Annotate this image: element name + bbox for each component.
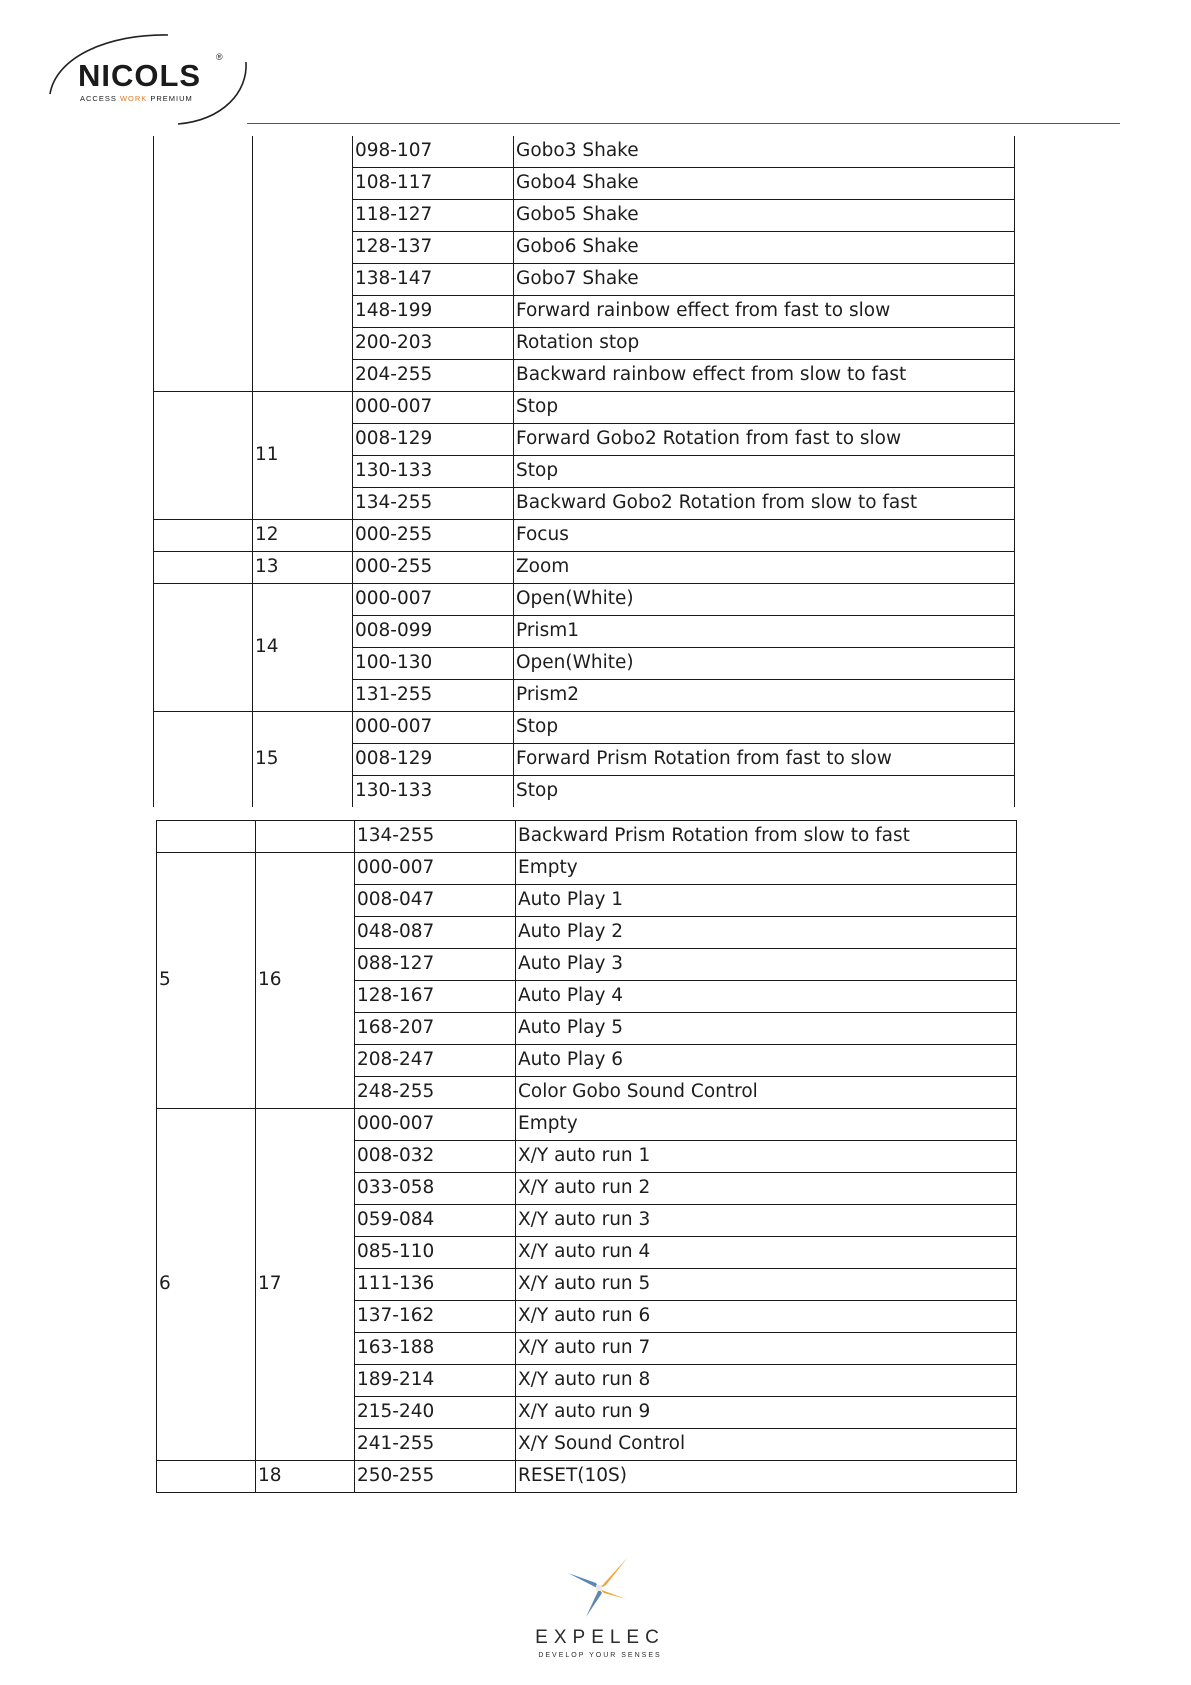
function-cell: Empty [516,853,1017,885]
range-cell: 048-087 [355,917,516,949]
function-cell: X/Y auto run 5 [516,1269,1017,1301]
mode-cell: 6 [157,1109,256,1461]
table-row [154,712,1015,744]
function-cell: Color Gobo Sound Control [516,1077,1017,1109]
function-cell: X/Y auto run 7 [516,1333,1017,1365]
function-cell: Backward Prism Rotation from slow to fast [516,821,1017,853]
range-cell: 000-007 [353,712,514,744]
function-cell: Stop [514,392,1015,424]
expelec-logo [520,1555,680,1659]
mode-cell [154,552,253,584]
channel-cell: 13 [253,552,353,584]
range-cell: 130-133 [353,456,514,488]
range-cell: 134-255 [353,488,514,520]
function-cell: Auto Play 6 [516,1045,1017,1077]
range-cell: 138-147 [353,264,514,296]
range-cell: 137-162 [355,1301,516,1333]
mode-cell [157,1461,256,1493]
dmx-table-bottom [156,820,1017,1493]
function-cell: Gobo5 Shake [514,200,1015,232]
range-cell: 000-255 [353,552,514,584]
range-cell: 000-007 [353,584,514,616]
mode-cell [154,520,253,552]
function-cell: X/Y auto run 9 [516,1397,1017,1429]
function-cell: Gobo7 Shake [514,264,1015,296]
range-cell: 208-247 [355,1045,516,1077]
range-cell: 008-129 [353,424,514,456]
function-cell: Stop [514,456,1015,488]
range-cell: 128-167 [355,981,516,1013]
logo-brand: NICOLS [78,58,202,93]
function-cell: Auto Play 1 [516,885,1017,917]
header-divider [247,123,1120,124]
range-cell: 000-255 [353,520,514,552]
range-cell: 008-129 [353,744,514,776]
range-cell: 131-255 [353,680,514,712]
function-cell: Backward rainbow effect from slow to fast [514,360,1015,392]
mode-cell: 5 [157,853,256,1109]
function-cell: X/Y auto run 4 [516,1237,1017,1269]
tagline-work: WORK [119,94,148,103]
mode-cell [154,392,253,520]
range-cell: 088-127 [355,949,516,981]
table-row [154,136,1015,168]
table-row [157,1461,1017,1493]
function-cell: X/Y auto run 8 [516,1365,1017,1397]
range-cell: 000-007 [355,853,516,885]
channel-cell: 14 [253,584,353,712]
function-cell: Gobo3 Shake [514,136,1015,168]
mode-cell [157,821,256,853]
range-cell: 168-207 [355,1013,516,1045]
function-cell: Rotation stop [514,328,1015,360]
range-cell: 000-007 [353,392,514,424]
channel-cell: 15 [253,712,353,808]
footer-brand: EXPELEC [535,1627,665,1648]
tagline-premium: PREMIUM [150,94,193,103]
function-cell: Auto Play 3 [516,949,1017,981]
range-cell: 108-117 [353,168,514,200]
function-cell: RESET(10S) [516,1461,1017,1493]
nicols-logo [48,32,248,127]
range-cell: 128-137 [353,232,514,264]
range-cell: 189-214 [355,1365,516,1397]
range-cell: 148-199 [353,296,514,328]
range-cell: 250-255 [355,1461,516,1493]
function-cell: Prism1 [514,616,1015,648]
footer-tagline: DEVELOP YOUR SENSES [538,1652,662,1659]
table-row [154,392,1015,424]
function-cell: X/Y auto run 3 [516,1205,1017,1237]
function-cell: X/Y Sound Control [516,1429,1017,1461]
function-cell: Prism2 [514,680,1015,712]
channel-cell [256,821,355,853]
function-cell: Forward Prism Rotation from fast to slow [514,744,1015,776]
range-cell: 000-007 [355,1109,516,1141]
dmx-table-top [153,136,1015,807]
mode-cell [154,712,253,808]
channel-cell: 17 [256,1109,355,1461]
function-cell: Stop [514,712,1015,744]
function-cell: X/Y auto run 2 [516,1173,1017,1205]
table-row [154,584,1015,616]
range-cell: 241-255 [355,1429,516,1461]
star-icon [566,1555,632,1621]
channel-cell: 12 [253,520,353,552]
range-cell: 033-058 [355,1173,516,1205]
function-cell: Gobo4 Shake [514,168,1015,200]
table-row [154,520,1015,552]
range-cell: 118-127 [353,200,514,232]
range-cell: 059-084 [355,1205,516,1237]
range-cell: 215-240 [355,1397,516,1429]
channel-cell: 16 [256,853,355,1109]
function-cell: Zoom [514,552,1015,584]
mode-cell [154,584,253,712]
range-cell: 248-255 [355,1077,516,1109]
logo-tagline [80,94,193,103]
range-cell: 008-047 [355,885,516,917]
function-cell: X/Y auto run 1 [516,1141,1017,1173]
function-cell: Open(White) [514,648,1015,680]
range-cell: 008-099 [353,616,514,648]
range-cell: 130-133 [353,776,514,808]
range-cell: 134-255 [355,821,516,853]
channel-cell: 18 [256,1461,355,1493]
range-cell: 111-136 [355,1269,516,1301]
mode-cell [154,136,253,392]
range-cell: 200-203 [353,328,514,360]
function-cell: Empty [516,1109,1017,1141]
range-cell: 100-130 [353,648,514,680]
function-cell: Stop [514,776,1015,808]
function-cell: Open(White) [514,584,1015,616]
tagline-access: ACCESS [80,94,117,103]
range-cell: 204-255 [353,360,514,392]
function-cell: Auto Play 2 [516,917,1017,949]
range-cell: 163-188 [355,1333,516,1365]
channel-cell: 11 [253,392,353,520]
table-row [157,853,1017,885]
range-cell: 085-110 [355,1237,516,1269]
table-row [157,821,1017,853]
function-cell: Gobo6 Shake [514,232,1015,264]
function-cell: Focus [514,520,1015,552]
function-cell: Auto Play 4 [516,981,1017,1013]
function-cell: Forward Gobo2 Rotation from fast to slow [514,424,1015,456]
table-row [154,552,1015,584]
function-cell: Auto Play 5 [516,1013,1017,1045]
range-cell: 098-107 [353,136,514,168]
table-row [157,1109,1017,1141]
function-cell: Backward Gobo2 Rotation from slow to fast [514,488,1015,520]
logo-registered-mark: ® [216,52,223,62]
function-cell: X/Y auto run 6 [516,1301,1017,1333]
channel-cell [253,136,353,392]
function-cell: Forward rainbow effect from fast to slow [514,296,1015,328]
range-cell: 008-032 [355,1141,516,1173]
